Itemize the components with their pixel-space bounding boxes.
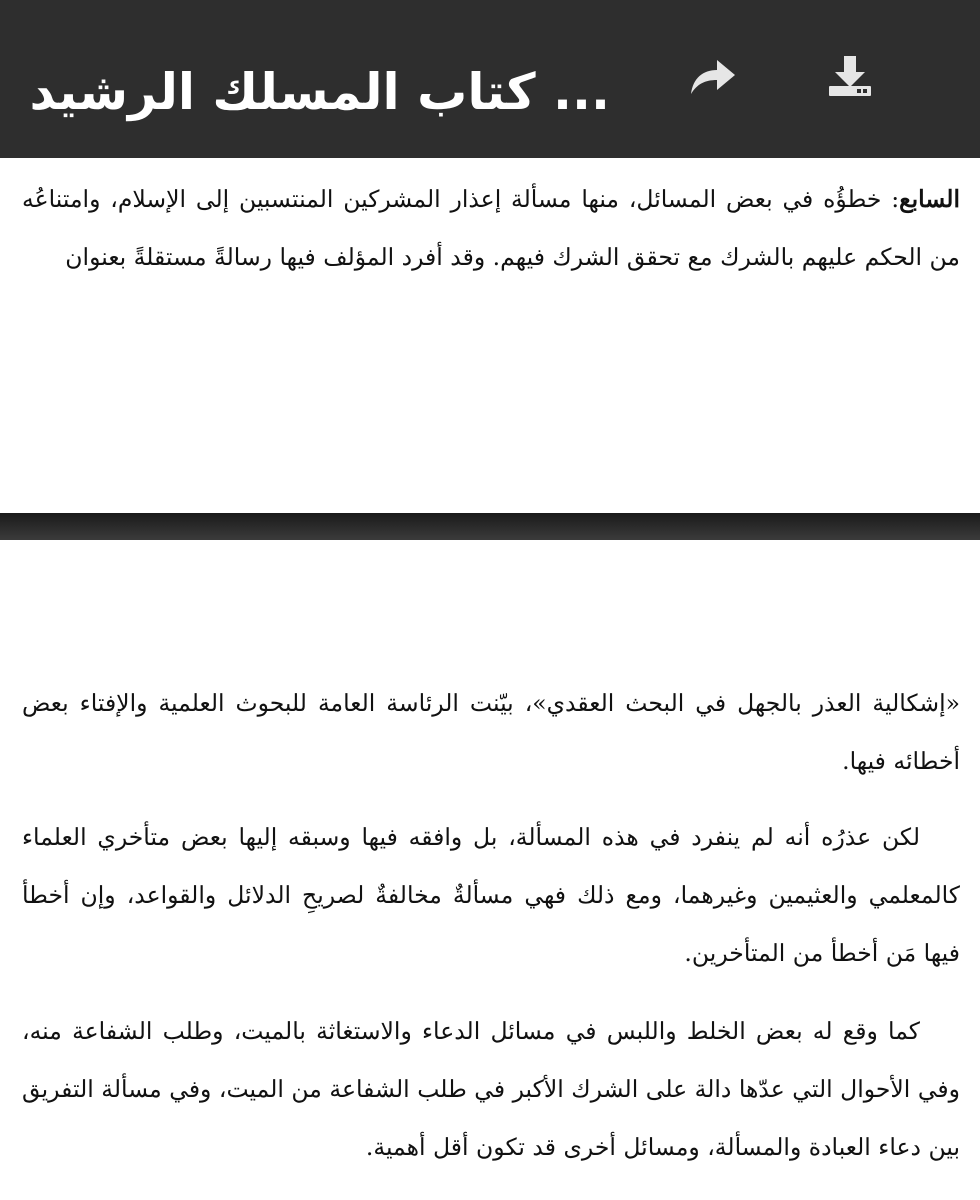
- download-icon[interactable]: [820, 46, 880, 106]
- page-1: [0, 158, 980, 513]
- paragraph-1: «إشكالية العذر بالجهل في البحث العقدي»، بيّنت الرئاسة العامة للبحوث العلمية والإفتاء بعض أخطائه فيها.: [22, 689, 960, 775]
- page-2: [0, 540, 980, 1200]
- paragraph-text: : خطؤُه في بعض المسائل، منها مسألة إعذار المشركين المنتسبين إلى الإسلام، وامتناعُه من الحكم عليهم بالشرك مع تحقق الشرك فيهم. وقد أفرد المؤلف فيها رسالةً مستقلةً بعنوان: [22, 185, 960, 271]
- app-header: [0, 0, 980, 158]
- page-separator: [0, 513, 980, 540]
- share-icon[interactable]: [682, 46, 742, 106]
- lead-word: السابع: [899, 185, 960, 213]
- paragraph-seventh: [22, 170, 960, 286]
- paragraph-2: لكن عذرُه أنه لم ينفرد في هذه المسألة، بل وافقه فيها وسبقه إليها بعض متأخري العلماء كالمعلمي والعثيمين وغيرهما، ومع ذلك فهي مسألةٌ مخالفةٌ لصريحِ الدلائل والقواعد، وإن أخطأ فيها مَن أخطأ من المتأخرين.: [22, 823, 960, 967]
- document-title: ... كتاب المسلك الرشيد: [29, 63, 610, 121]
- paragraph-3: كما وقع له بعض الخلط واللبس في مسائل الدعاء والاستغاثة بالميت، وطلب الشفاعة منه، وفي الأحوال التي عدّها دالة على الشرك الأكبر في طلب الشفاعة من الميت، وفي مسألة التفريق بين دعاء العبادة والمسألة، ومسائل أخرى قد تكون أقل أهمية.: [22, 1017, 960, 1161]
